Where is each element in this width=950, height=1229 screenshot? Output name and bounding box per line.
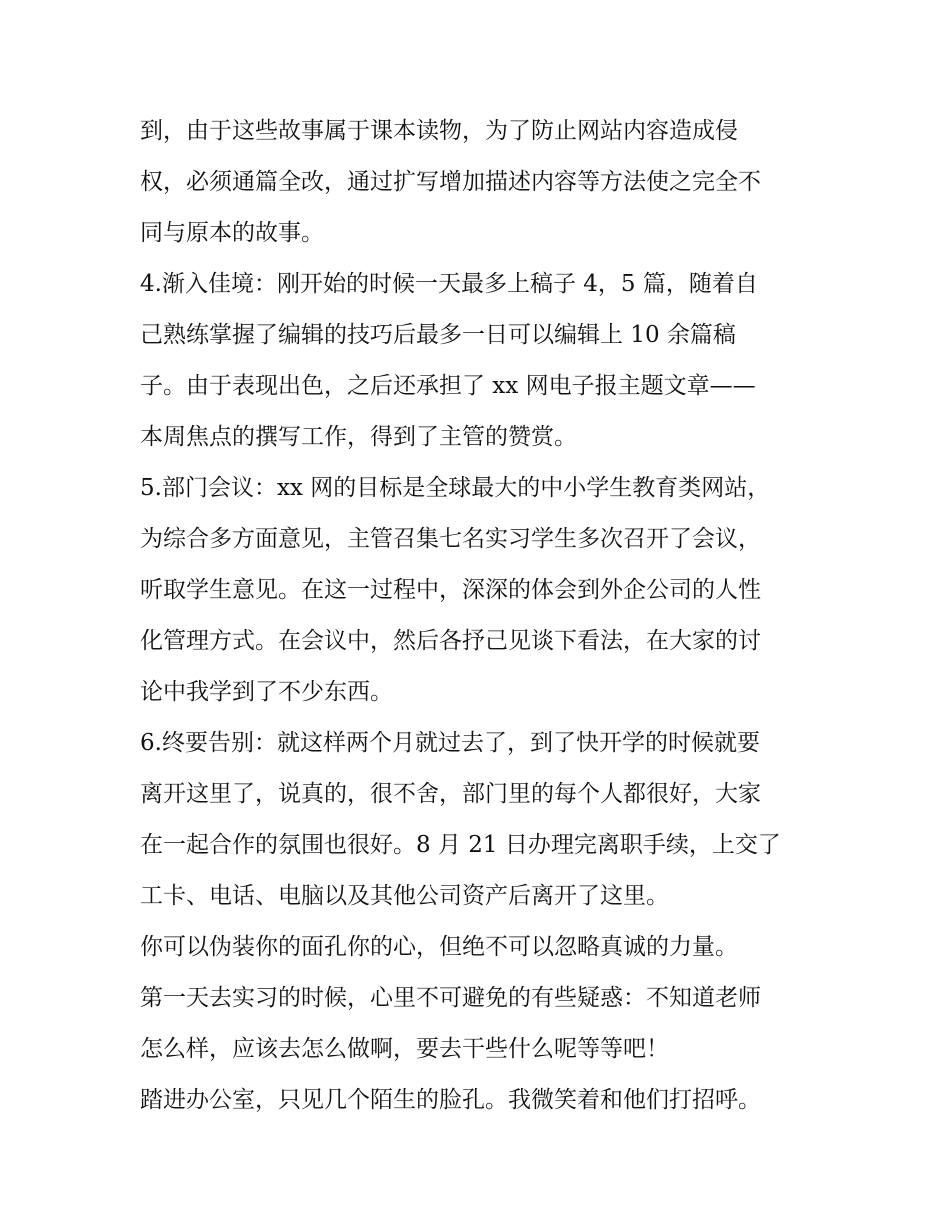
text-line: 子。由于表现出色，之后还承担了 xx 网电子报主题文章——: [140, 373, 756, 399]
text-line: 4.渐入佳境：刚开始的时候一天最多上稿子 4，5 篇，随着自: [140, 271, 758, 297]
text-line: 为综合多方面意见，主管召集七名实习学生多次召开了会议，: [140, 526, 761, 552]
text-line: 听取学生意见。在这一过程中，深深的体会到外企公司的人性: [140, 577, 761, 603]
text-line: 论中我学到了不少东西。: [140, 679, 393, 705]
text-line: 权，必须通篇全改，通过扩写增加描述内容等方法使之完全不: [140, 169, 761, 195]
text-line: 到，由于这些故事属于课本读物，为了防止网站内容造成侵: [140, 118, 738, 144]
text-line: 离开这里了，说真的，很不舍，部门里的每个人都很好，大家: [140, 781, 761, 807]
text-line: 工卡、电话、电脑以及其他公司资产后离开了这里。: [140, 883, 669, 909]
text-line: 6.终要告别：就这样两个月就过去了，到了快开学的时候就要: [140, 730, 760, 756]
text-line: 己熟练掌握了编辑的技巧后最多一日可以编辑上 10 余篇稿: [140, 322, 736, 348]
text-line: 你可以伪装你的面孔你的心，但绝不可以忽略真诚的力量。: [140, 934, 738, 960]
text-line: 同与原本的故事。: [140, 220, 324, 246]
text-line: 5.部门会议：xx 网的目标是全球最大的中小学生教育类网站，: [140, 475, 771, 501]
text-line: 踏进办公室，只见几个陌生的脸孔。我微笑着和他们打招呼。: [140, 1087, 761, 1113]
text-line: 化管理方式。在会议中，然后各抒己见谈下看法，在大家的讨: [140, 628, 761, 654]
text-line: 怎么样，应该去怎么做啊，要去干些什么呢等等吧！: [140, 1036, 669, 1062]
body-text: [140, 106, 820, 1126]
text-line: 本周焦点的撰写工作，得到了主管的赞赏。: [140, 424, 577, 450]
text-line: 在一起合作的氛围也很好。8 月 21 日办理完离职手续，上交了: [140, 832, 781, 858]
text-line: 第一天去实习的时候，心里不可避免的有些疑惑：不知道老师: [140, 985, 761, 1011]
